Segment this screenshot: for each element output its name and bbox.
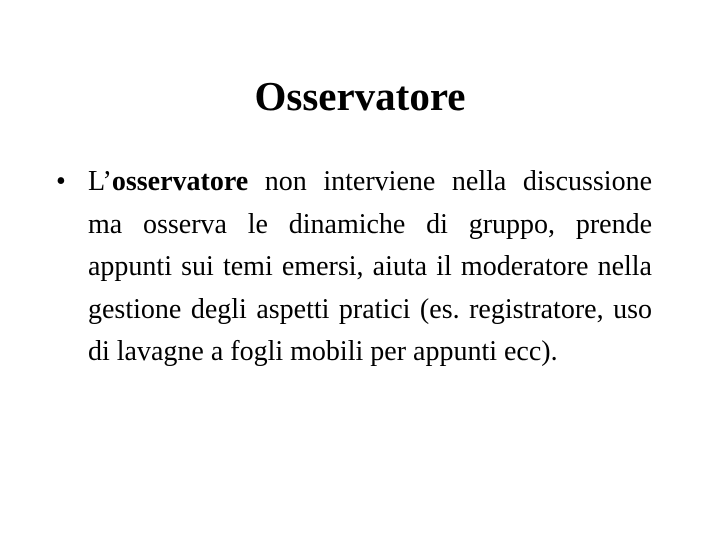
bullet-marker: • [56,166,66,197]
bullet-prefix: L’ [88,166,112,197]
bullet-item [56,161,652,374]
bullet-term: osservatore [111,166,249,197]
bullet-body: non interviene nella discussione ma osserva le dinamiche di gruppo, prende appunti sui temi emersi, aiuta il moderatore nella gestione degli aspetti pratici (es. registratore, uso di lavagne a fogli mobili per appunti ecc). [88,166,652,367]
slide-title: Osservatore [254,73,466,119]
bullet-text [88,161,652,374]
